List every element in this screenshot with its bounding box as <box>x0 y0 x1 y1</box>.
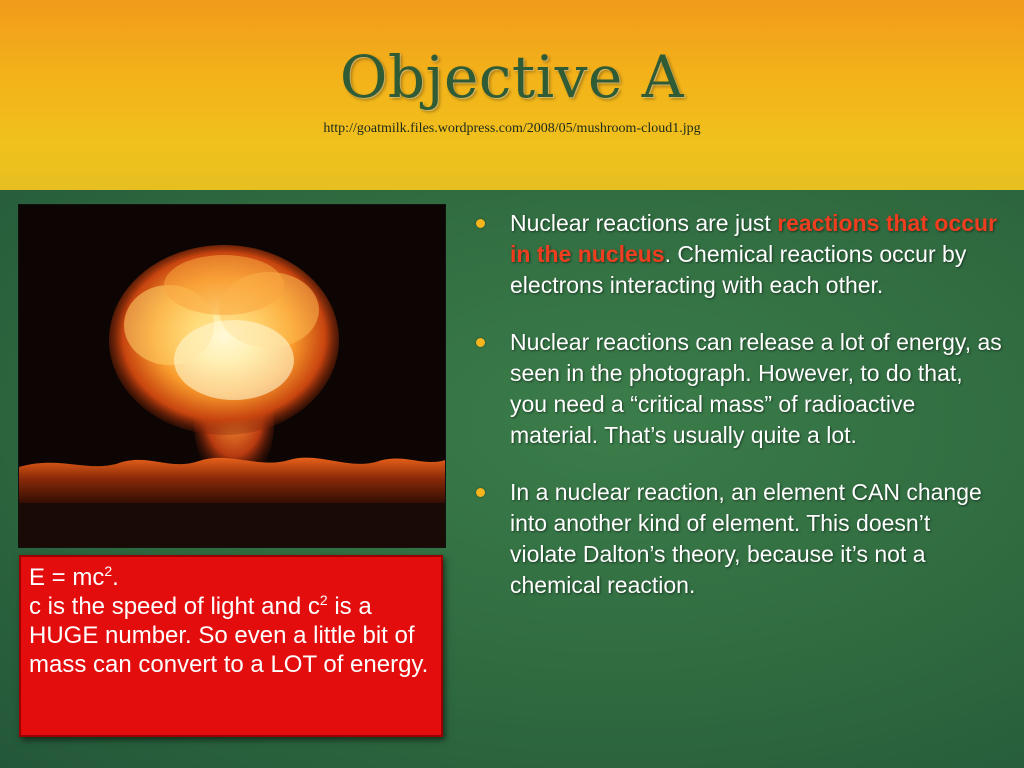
source-url: http://goatmilk.files.wordpress.com/2008/05/mushroom-cloud1.jpg <box>323 121 701 136</box>
bullet-dot-icon <box>476 338 485 347</box>
equation-callout <box>19 555 443 737</box>
slide-title: Objective A <box>339 43 685 111</box>
bullet-list <box>474 208 1002 627</box>
mushroom-cloud-icon <box>19 205 445 547</box>
bullet-item-nucleus: Nuclear reactions are just reactions that occur in the nucleus. Chemical reactions occur by electrons interacting with each other. <box>474 208 1002 301</box>
bullet-dot-icon <box>476 219 485 228</box>
bullet-dot-icon <box>476 488 485 497</box>
highlight-text: reactions that occur in the nucleus <box>510 210 998 267</box>
mushroom-cloud-photo <box>18 204 446 548</box>
bullet-item-energy: Nuclear reactions can release a lot of energy, as seen in the photograph. However, to do that, you need a “critical mass” of radioactive material. That’s usually quite a lot. <box>474 327 1002 451</box>
bullet-item-element-change: In a nuclear reaction, an element CAN change into another kind of element. This doesn’t violate Dalton’s theory, because it’s not a chemical reaction. <box>474 477 1002 601</box>
equation-line: $E = mc^2$. <box>29 563 119 591</box>
equation-explanation: c is the speed of light and $c^2$ is a HUGE number. So even a little bit of mass can convert to a LOT of energy. <box>29 592 429 678</box>
